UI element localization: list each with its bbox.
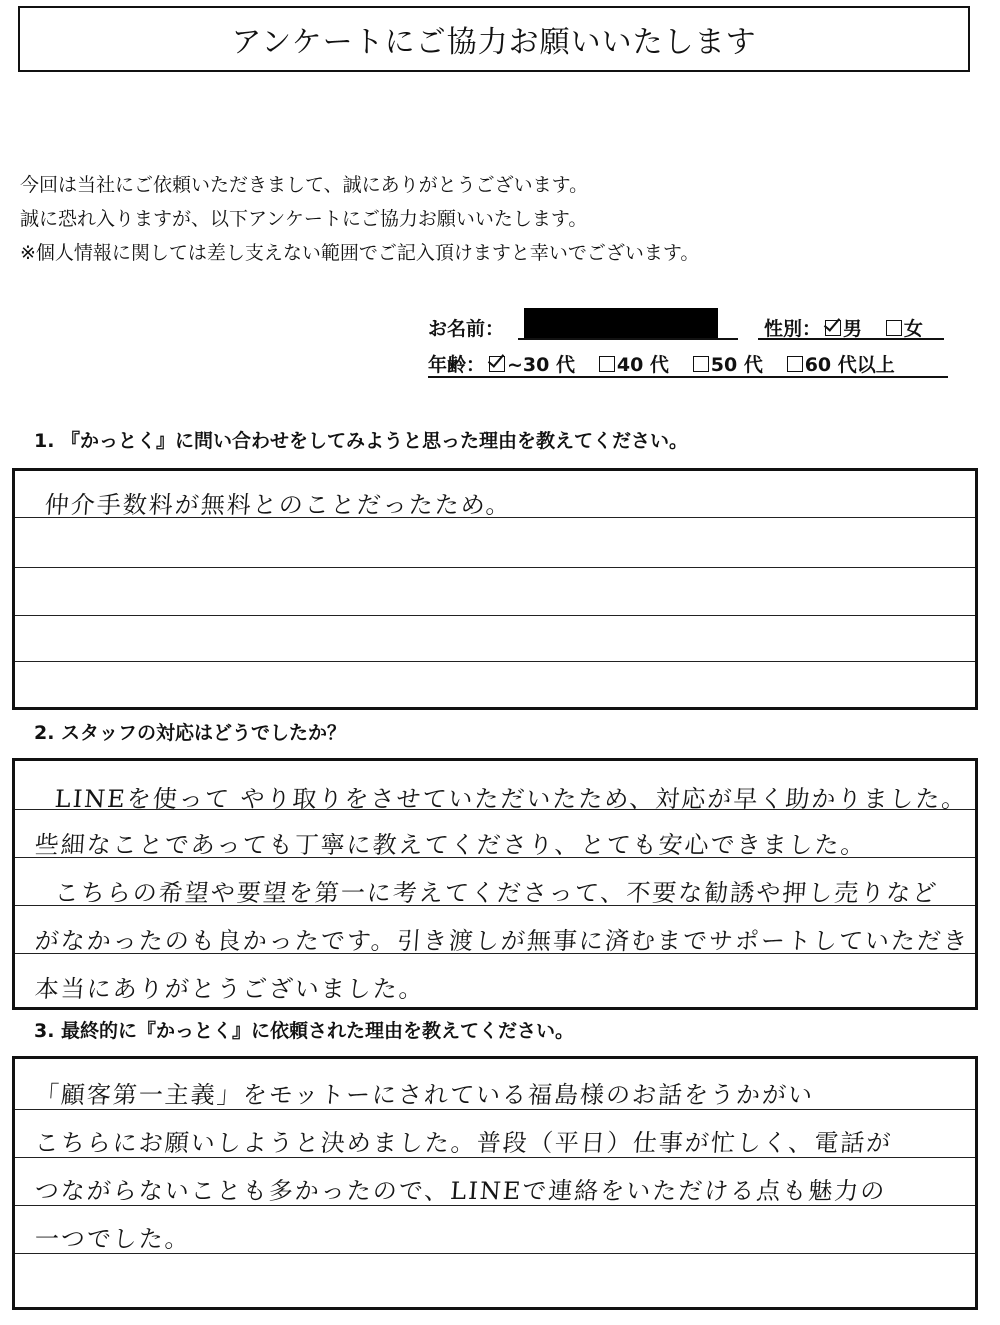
answer-2-box[interactable]: [12, 758, 978, 1010]
age-40-label: 40 代: [616, 354, 669, 376]
age-label: 年齢：: [428, 354, 486, 376]
gender-male-checkbox[interactable]: [825, 320, 841, 336]
age-30-label: ~30 代: [507, 354, 575, 376]
age-60-checkbox[interactable]: [787, 356, 803, 372]
age-30-checkbox[interactable]: [489, 356, 505, 372]
name-gender-row: [428, 308, 948, 342]
gender-label: 性別：: [764, 318, 822, 340]
intro-line: 今回は当社にご依頼いただきまして、誠にありがとうございます。: [20, 174, 589, 196]
age-underline: [428, 376, 948, 378]
answer-3-line: つながらないことも多かったので、LINEで連絡をいただける点も魅力の: [33, 1177, 888, 1205]
gender-field: [764, 314, 923, 341]
name-label: お名前：: [428, 318, 505, 340]
answer-2-line: 本当にありがとうございました。: [33, 975, 426, 1003]
answer-1-box[interactable]: [12, 468, 978, 710]
answer-3-line: 一つでした。: [33, 1225, 192, 1253]
ruled-line: [15, 615, 975, 616]
age-50-checkbox[interactable]: [693, 356, 709, 372]
age-40-checkbox[interactable]: [599, 356, 615, 372]
answer-2-line: こちらの希望や要望を第一に考えてくださって、不要な勧誘や押し売りなど: [53, 879, 940, 907]
answer-3-line: こちらにお願いしようと決めました。普段（平日）仕事が忙しく、電話が: [33, 1129, 894, 1157]
name-redaction: [524, 308, 718, 338]
question-1-label: 1. 『かっとく』に問い合わせをしてみようと思った理由を教えてください。: [34, 430, 689, 452]
answer-3-box[interactable]: [12, 1056, 978, 1310]
name-underline: [518, 338, 738, 340]
ruled-line: [15, 661, 975, 662]
gender-female-label: 女: [903, 318, 923, 340]
gender-underline: [758, 338, 944, 340]
answer-1-line: 仲介手数料が無料とのことだったため。: [43, 491, 513, 519]
age-60-label: 60 代以上: [804, 354, 895, 376]
question-2-label: 2. スタッフの対応はどうでしたか？: [34, 722, 347, 744]
intro-text: [20, 168, 699, 270]
answer-2-line: 些細なことであっても丁寧に教えてくださり、とても安心できました。: [33, 831, 868, 859]
answer-3-line: 「顧客第一主義」をモットーにされている福島様のお話をうかがい: [33, 1081, 816, 1109]
gender-male-label: 男: [843, 318, 863, 340]
age-50-label: 50 代: [710, 354, 763, 376]
intro-line: ※個人情報に関しては差し支えない範囲でご記入頂けますと幸いでございます。: [20, 242, 700, 264]
gender-female-checkbox[interactable]: [886, 320, 902, 336]
answer-2-line: LINEを使って やり取りをさせていただいたため、対応が早く助かりました。: [53, 785, 969, 813]
age-row: [428, 350, 948, 380]
intro-line: 誠に恐れ入りますが、以下アンケートにご協力お願いいたします。: [20, 208, 588, 230]
ruled-line: [15, 567, 975, 568]
question-3-label: 3. 最終的に『かっとく』に依頼された理由を教えてください。: [34, 1020, 575, 1042]
survey-title: アンケートにご協力お願いいたします: [18, 6, 970, 72]
answer-2-line: がなかったのも良かったです。引き渡しが無事に済むまでサポートしていただき: [33, 927, 970, 955]
